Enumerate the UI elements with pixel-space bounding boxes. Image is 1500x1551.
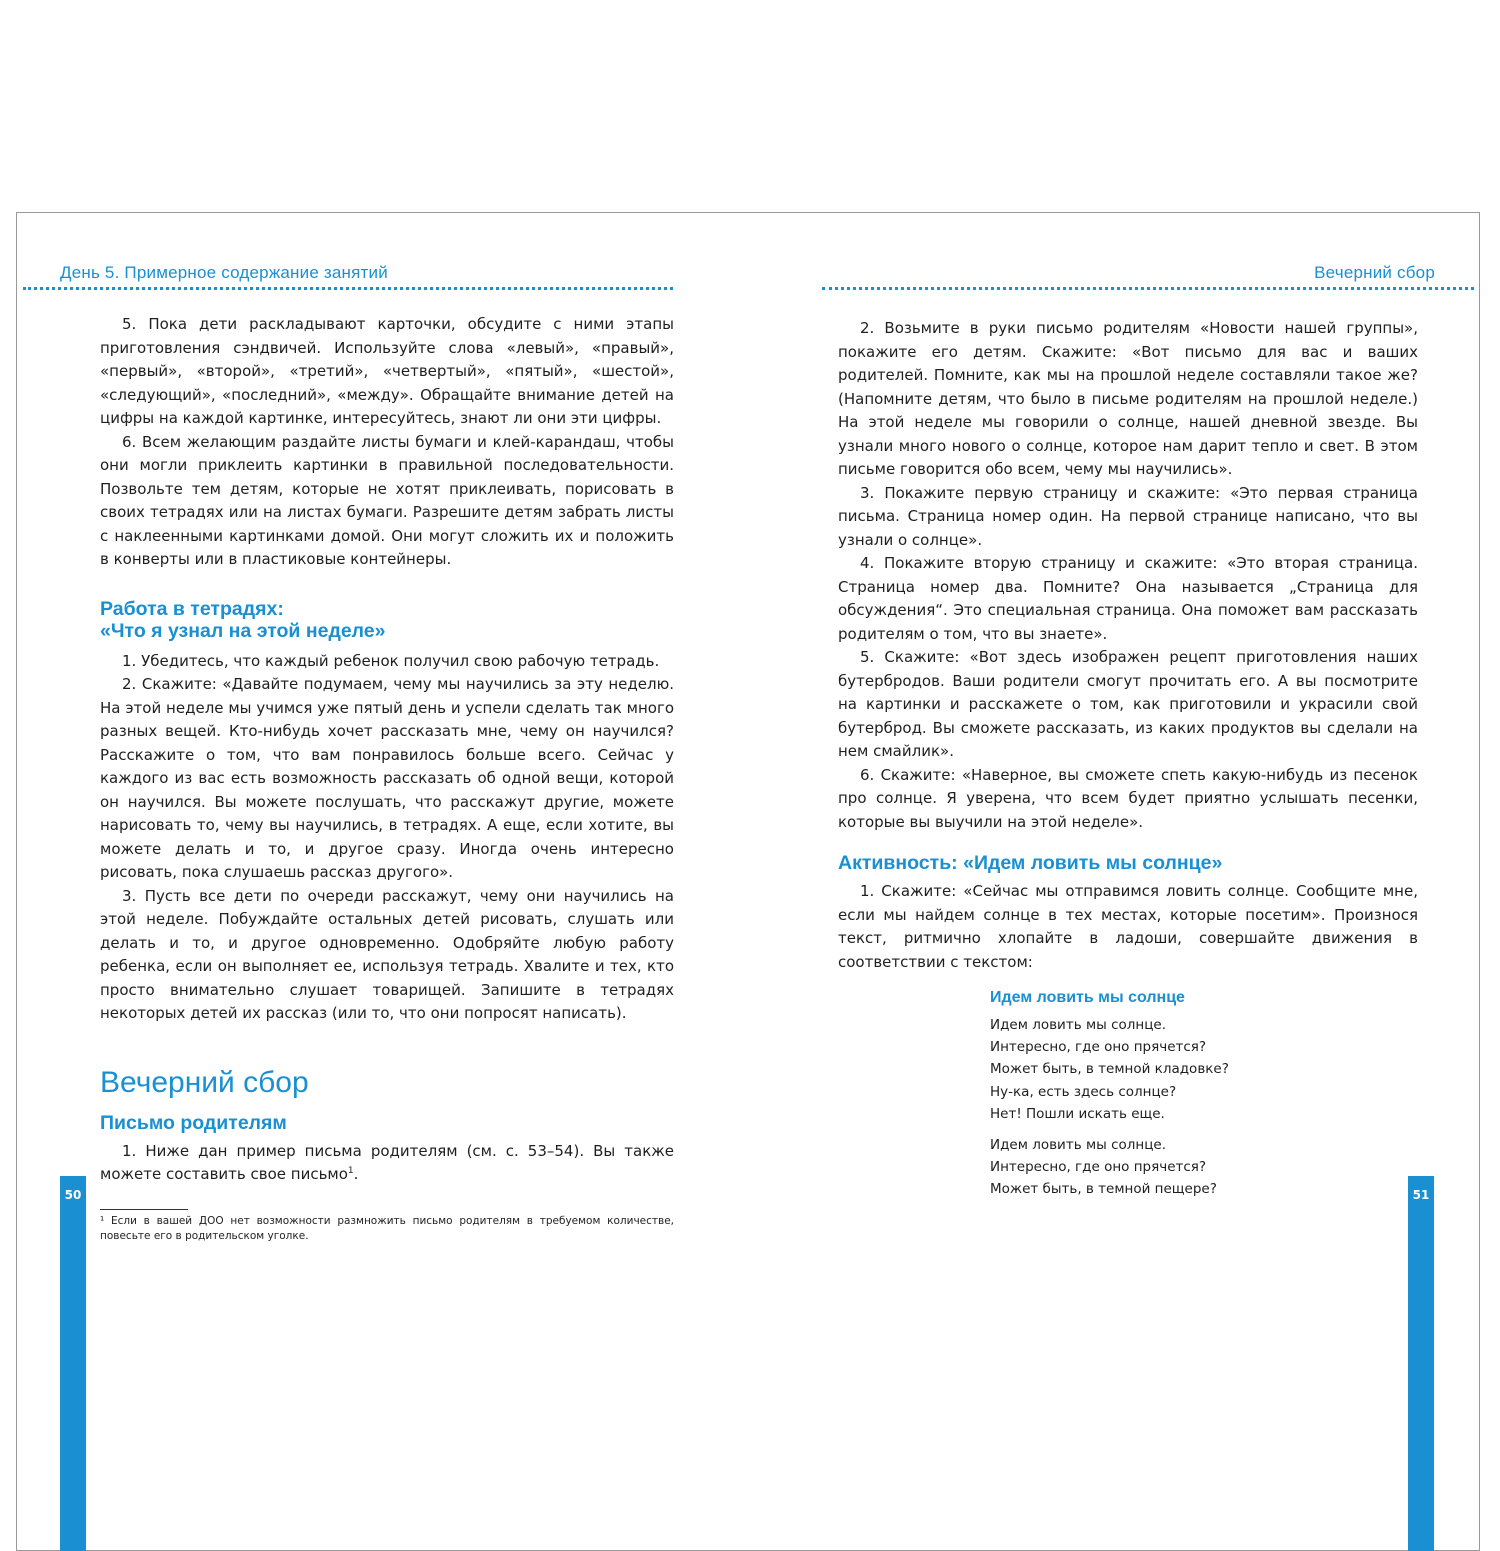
paragraph: 3. Пусть все дети по очереди расскажут, чему они научились на этой неделе. Побуждайте остальных детей рисовать, слушать или делать и то, и другое одновременно. Одобряйте любую работу ребенка, если он выполняет ее, используя тетрадь. Хвалите и тех, кто просто внимательно слушает товарищей. Запишите в тетрадях некоторых детей их рассказ (или то, что они попросят написать). (100, 886, 674, 1022)
poem-line: Идем ловить мы солнце. (990, 1017, 1167, 1033)
subheading-workbook (100, 598, 674, 642)
paragraph: 1. Убедитесь, что каждый ребенок получил свою рабочую тетрадь. (122, 651, 660, 670)
running-head-left: День 5. Примерное содержание занятий (60, 263, 388, 282)
poem-line: Ну-ка, есть здесь солнце? (990, 1083, 1177, 1100)
page-number-tab-right (1408, 1176, 1434, 1551)
poem-line: Идем ловить мы солнце. (990, 1137, 1167, 1154)
page-number: 50 (64, 1188, 82, 1202)
subheading-activity: Активность: «Идем ловить мы солнце» (838, 852, 1223, 874)
book-spread (16, 212, 1480, 1551)
paragraph: 5. Скажите: «Вот здесь изображен рецепт приготовления наших бутербродов. Ваши родители смогут прочитать его. А вы посмотрите на картинки и расскажете о том, как приготовили и украсили свой бутерброд. Вы сможете рассказать, из каких продуктов вы сделали на нем смайлик». (838, 648, 1418, 760)
poem-title: Идем ловить мы солнце (990, 989, 1185, 1006)
paragraph (100, 1140, 674, 1187)
right-page-content (838, 317, 1418, 1201)
paragraph: 6. Скажите: «Наверное, вы сможете спеть какую-нибудь из песенок про солнце. Я уверена, что всем будет приятно услышать песенки, которые вы выучили на этой неделе». (838, 765, 1418, 831)
subheading-line: «Что я узнал на этой неделе» (100, 619, 386, 642)
subheading-letter: Письмо родителям (100, 1111, 287, 1134)
poem-line: Может быть, в темной кладовке? (990, 1061, 1229, 1078)
subheading-line: Работа в тетрадях: (100, 597, 284, 620)
left-page-content (100, 313, 674, 1244)
paragraph-end: . (353, 1165, 359, 1183)
footnote: ¹ Если в вашей ДОО нет возможности размножить письмо родителям в требуемом количестве, повесьте его в родительском уголке. (100, 1214, 674, 1242)
page-number: 51 (1412, 1188, 1430, 1202)
stanza-gap (990, 1125, 1418, 1134)
paragraph: 4. Покажите вторую страницу и скажите: «Это вторая страница. Страница номер два. Помните? Она называется „Страница для обсуждения“. Это специальная страница. Она поможет вам рассказать родителям о том, что вы знаете». (838, 554, 1418, 643)
section-title: Вечерний сбор (100, 1065, 309, 1099)
poem-line: Нет! Пошли искать еще. (990, 1105, 1165, 1122)
paragraph: 1. Скажите: «Сейчас мы отправимся ловить солнце. Сообщите мне, если мы найдем солнце в тех местах, которые посетим». Произнося текст, ритмично хлопайте в ладоши, совершайте движения в соответствии с текстом: (838, 882, 1418, 971)
dotted-divider-right (822, 287, 1474, 290)
poem (990, 988, 1418, 1201)
paragraph: 6. Всем желающим раздайте листы бумаги и клей-карандаш, чтобы они могли приклеить картинки в правильной последовательности. Позвольте тем детям, которые не хотят приклеивать, порисовать в своих тетрадях или на листах бумаги. Разрешите детям забрать листы с наклеенными картинками домой. Они могут сложить их и положить в конверты или в пластиковые контейнеры. (100, 432, 674, 568)
poem-line: Может быть, в темной пещере? (990, 1181, 1217, 1198)
paragraph: 5. Пока дети раскладывают карточки, обсудите с ними этапы приготовления сэндвичей. Используйте слова «левый», «правый», «первый», «второй», «третий», «четвертый», «пятый», «шестой», «следующий», «последний», «между». Обращайте внимание детей на цифры на каждой картинке, интересуйтесь, знают ли они эти цифры. (100, 315, 674, 427)
paragraph-text: 1. Ниже дан пример письма родителям (см. с. 53–54). Вы также можете составить свое письмо (100, 1141, 674, 1183)
poem-line: Интересно, где оно прячется? (990, 1159, 1207, 1176)
paragraph: 2. Скажите: «Давайте подумаем, чему мы научились за эту неделю. На этой неделе мы учимся уже пятый день и успели сделать так много разных вещей. Кто-нибудь хочет рассказать мне, чему он научился? Расскажите о том, что вам понравилось больше всего. Сейчас у каждого из вас есть возможность рассказать об одной вещи, которой он научился. Вы можете послушать, что расскажут другие, можете нарисовать то, чему вы научились, в тетрадях. А еще, если хотите, вы можете делать и то, и другое сразу. Иногда очень интересно рисовать, пока слушаешь рассказ другого». (100, 675, 674, 881)
right-page (749, 213, 1479, 1550)
paragraph: 3. Покажите первую страницу и скажите: «Это первая страница письма. Страница номер один. На первой странице написано, что вы узнали о солнце». (838, 483, 1418, 549)
running-head-right: Вечерний сбор (1314, 263, 1435, 282)
poem-line: Интересно, где оно прячется? (990, 1039, 1207, 1056)
dotted-divider-left (23, 287, 673, 290)
left-page (17, 213, 749, 1550)
paragraph: 2. Возьмите в руки письмо родителям «Новости нашей группы», покажите его детям. Скажите: «Вот письмо для вас и ваших родителей. Помните, как мы на прошлой неделе составляли такое же? (Напомните детям, что было в письме родителям на прошлой неделе.) На этой неделе мы говорили о солнце, нашей дневной звезде. Вы узнали много нового о солнце, которое нам дарит тепло и свет. В этом письме говорится обо всем, чему мы научились». (838, 319, 1418, 478)
page-number-tab-left (60, 1176, 86, 1551)
footnote-marker: 1 (347, 1166, 354, 1176)
